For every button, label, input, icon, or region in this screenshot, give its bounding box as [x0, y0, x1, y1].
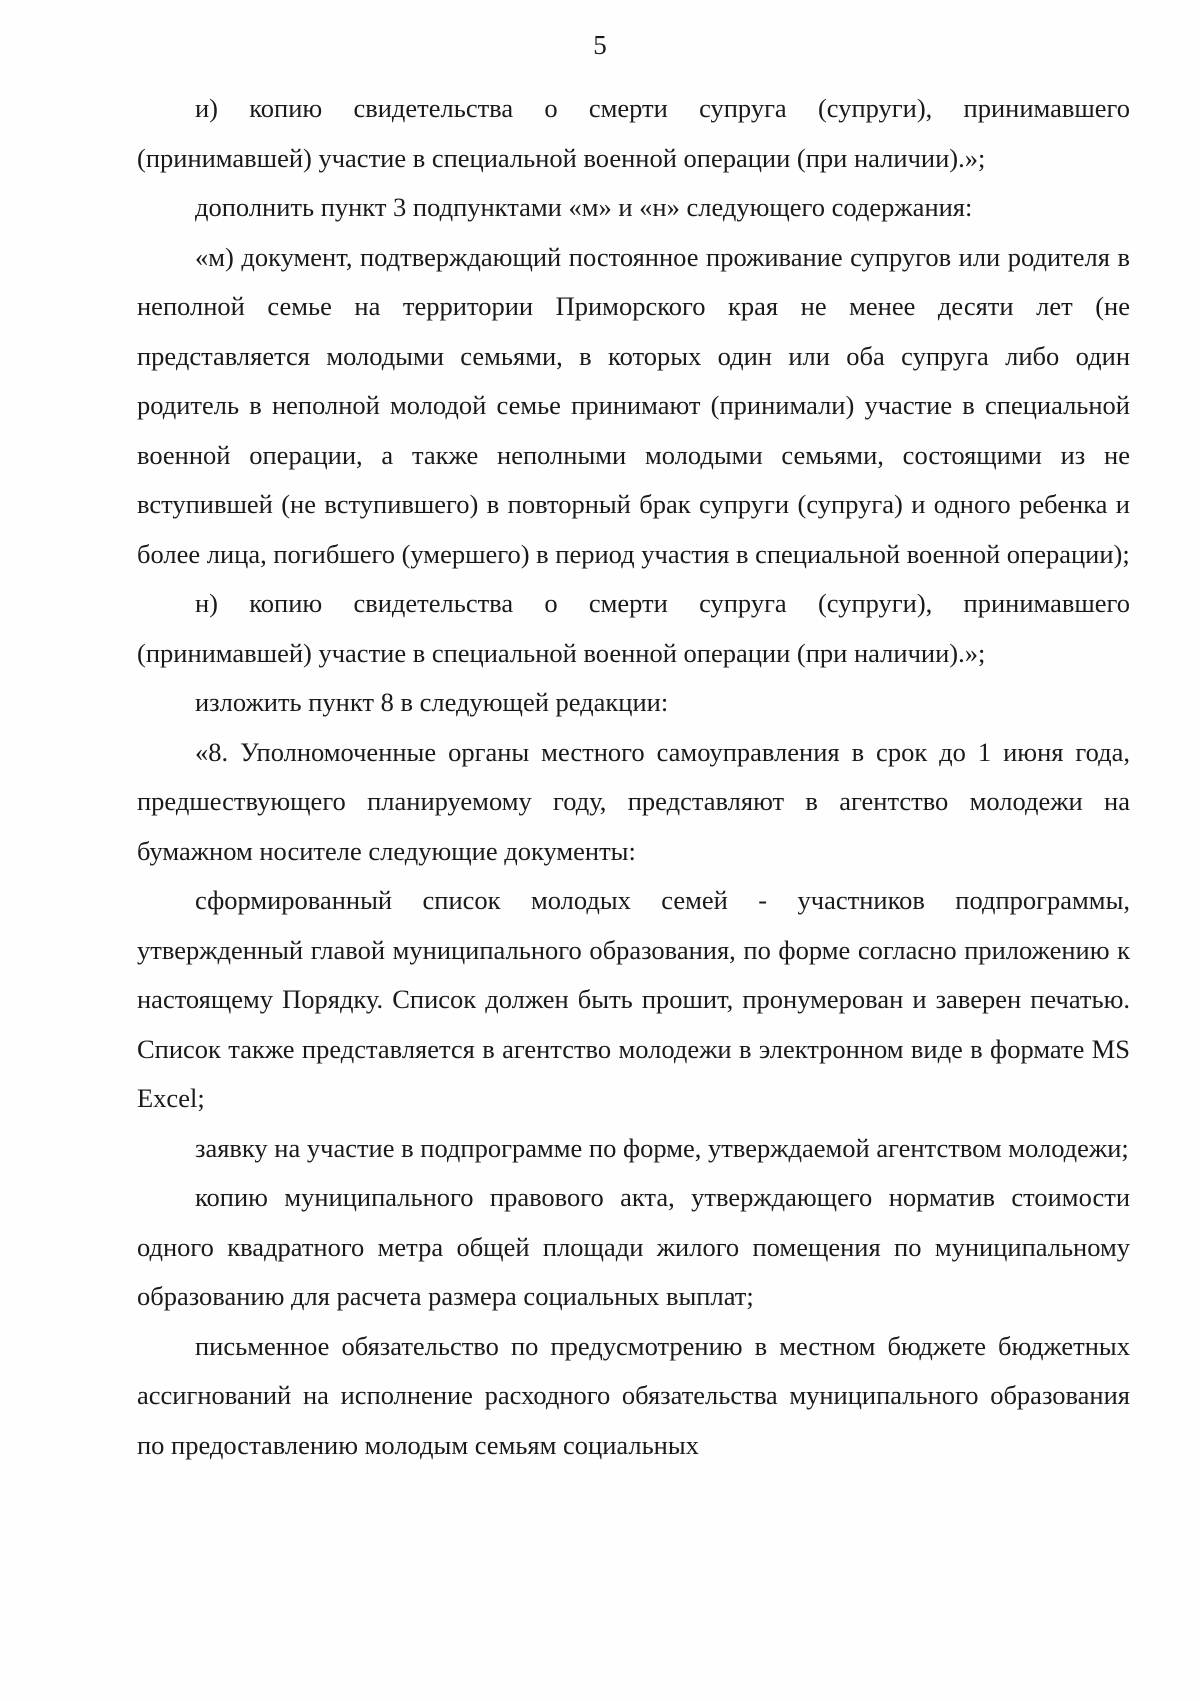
- paragraph-written-obligation: письменное обязательство по предусмотрению в местном бюджете бюджетных ассигнований на исполнение расходного обязательства муниципального образования по предоставлению молодым семьям социальных: [137, 1330, 1130, 1460]
- paragraph-subitem-i: и) копию свидетельства о смерти супруга (супруги), принимавшего (принимавшей) участие в специальной военной операции (при наличии).»;: [137, 93, 1130, 173]
- paragraph-family-list: сформированный список молодых семей - участников подпрограммы, утвержденный главой муниципального образования, по форме согласно приложению к настоящему Порядку. Список должен быть прошит, пронумерован и заверен печатью. Список также представляется в агентство молодежи в электронном виде в формате MS Excel;: [137, 885, 1130, 1113]
- paragraph-point-8: «8. Уполномоченные органы местного самоуправления в срок до 1 июня года, предшествующего планируемому году, представляют в агентство молодежи на бумажном носителе следующие документы:: [137, 736, 1130, 866]
- paragraph-amend-point-8: изложить пункт 8 в следующей редакции:: [195, 687, 669, 717]
- paragraph-amend-point-3: дополнить пункт 3 подпунктами «м» и «н» следующего содержания:: [195, 192, 973, 222]
- page-number: 5: [593, 30, 607, 60]
- paragraph-legal-act-copy: копию муниципального правового акта, утверждающего норматив стоимости одного квадратного метра общей площади жилого помещения по муниципальному образованию для расчета размера социальных выплат;: [137, 1182, 1130, 1311]
- paragraph-subitem-m: «м) документ, подтверждающий постоянное проживание супругов или родителя в неполной семье на территории Приморского края не менее десяти лет (не представляется молодыми семьями, в которых один или оба супруга либо один родитель в неполной молодой семье принимают (принимали) участие в специальной военной операции, а также неполными молодыми семьями, состоящими из не вступившей (не вступившего) в повторный брак супруги (супруга) и одного ребенка и более лица, погибшего (умершего) в период участия в специальной военной операции);: [137, 241, 1130, 569]
- paragraph-application: заявку на участие в подпрограмме по форме, утверждаемой агентством молодежи;: [195, 1132, 1129, 1163]
- document-body: [137, 84, 1130, 1470]
- paragraph-subitem-n: н) копию свидетельства о смерти супруга (супруги), принимавшего (принимавшей) участие в специальной военной операции (при наличии).»;: [137, 588, 1130, 668]
